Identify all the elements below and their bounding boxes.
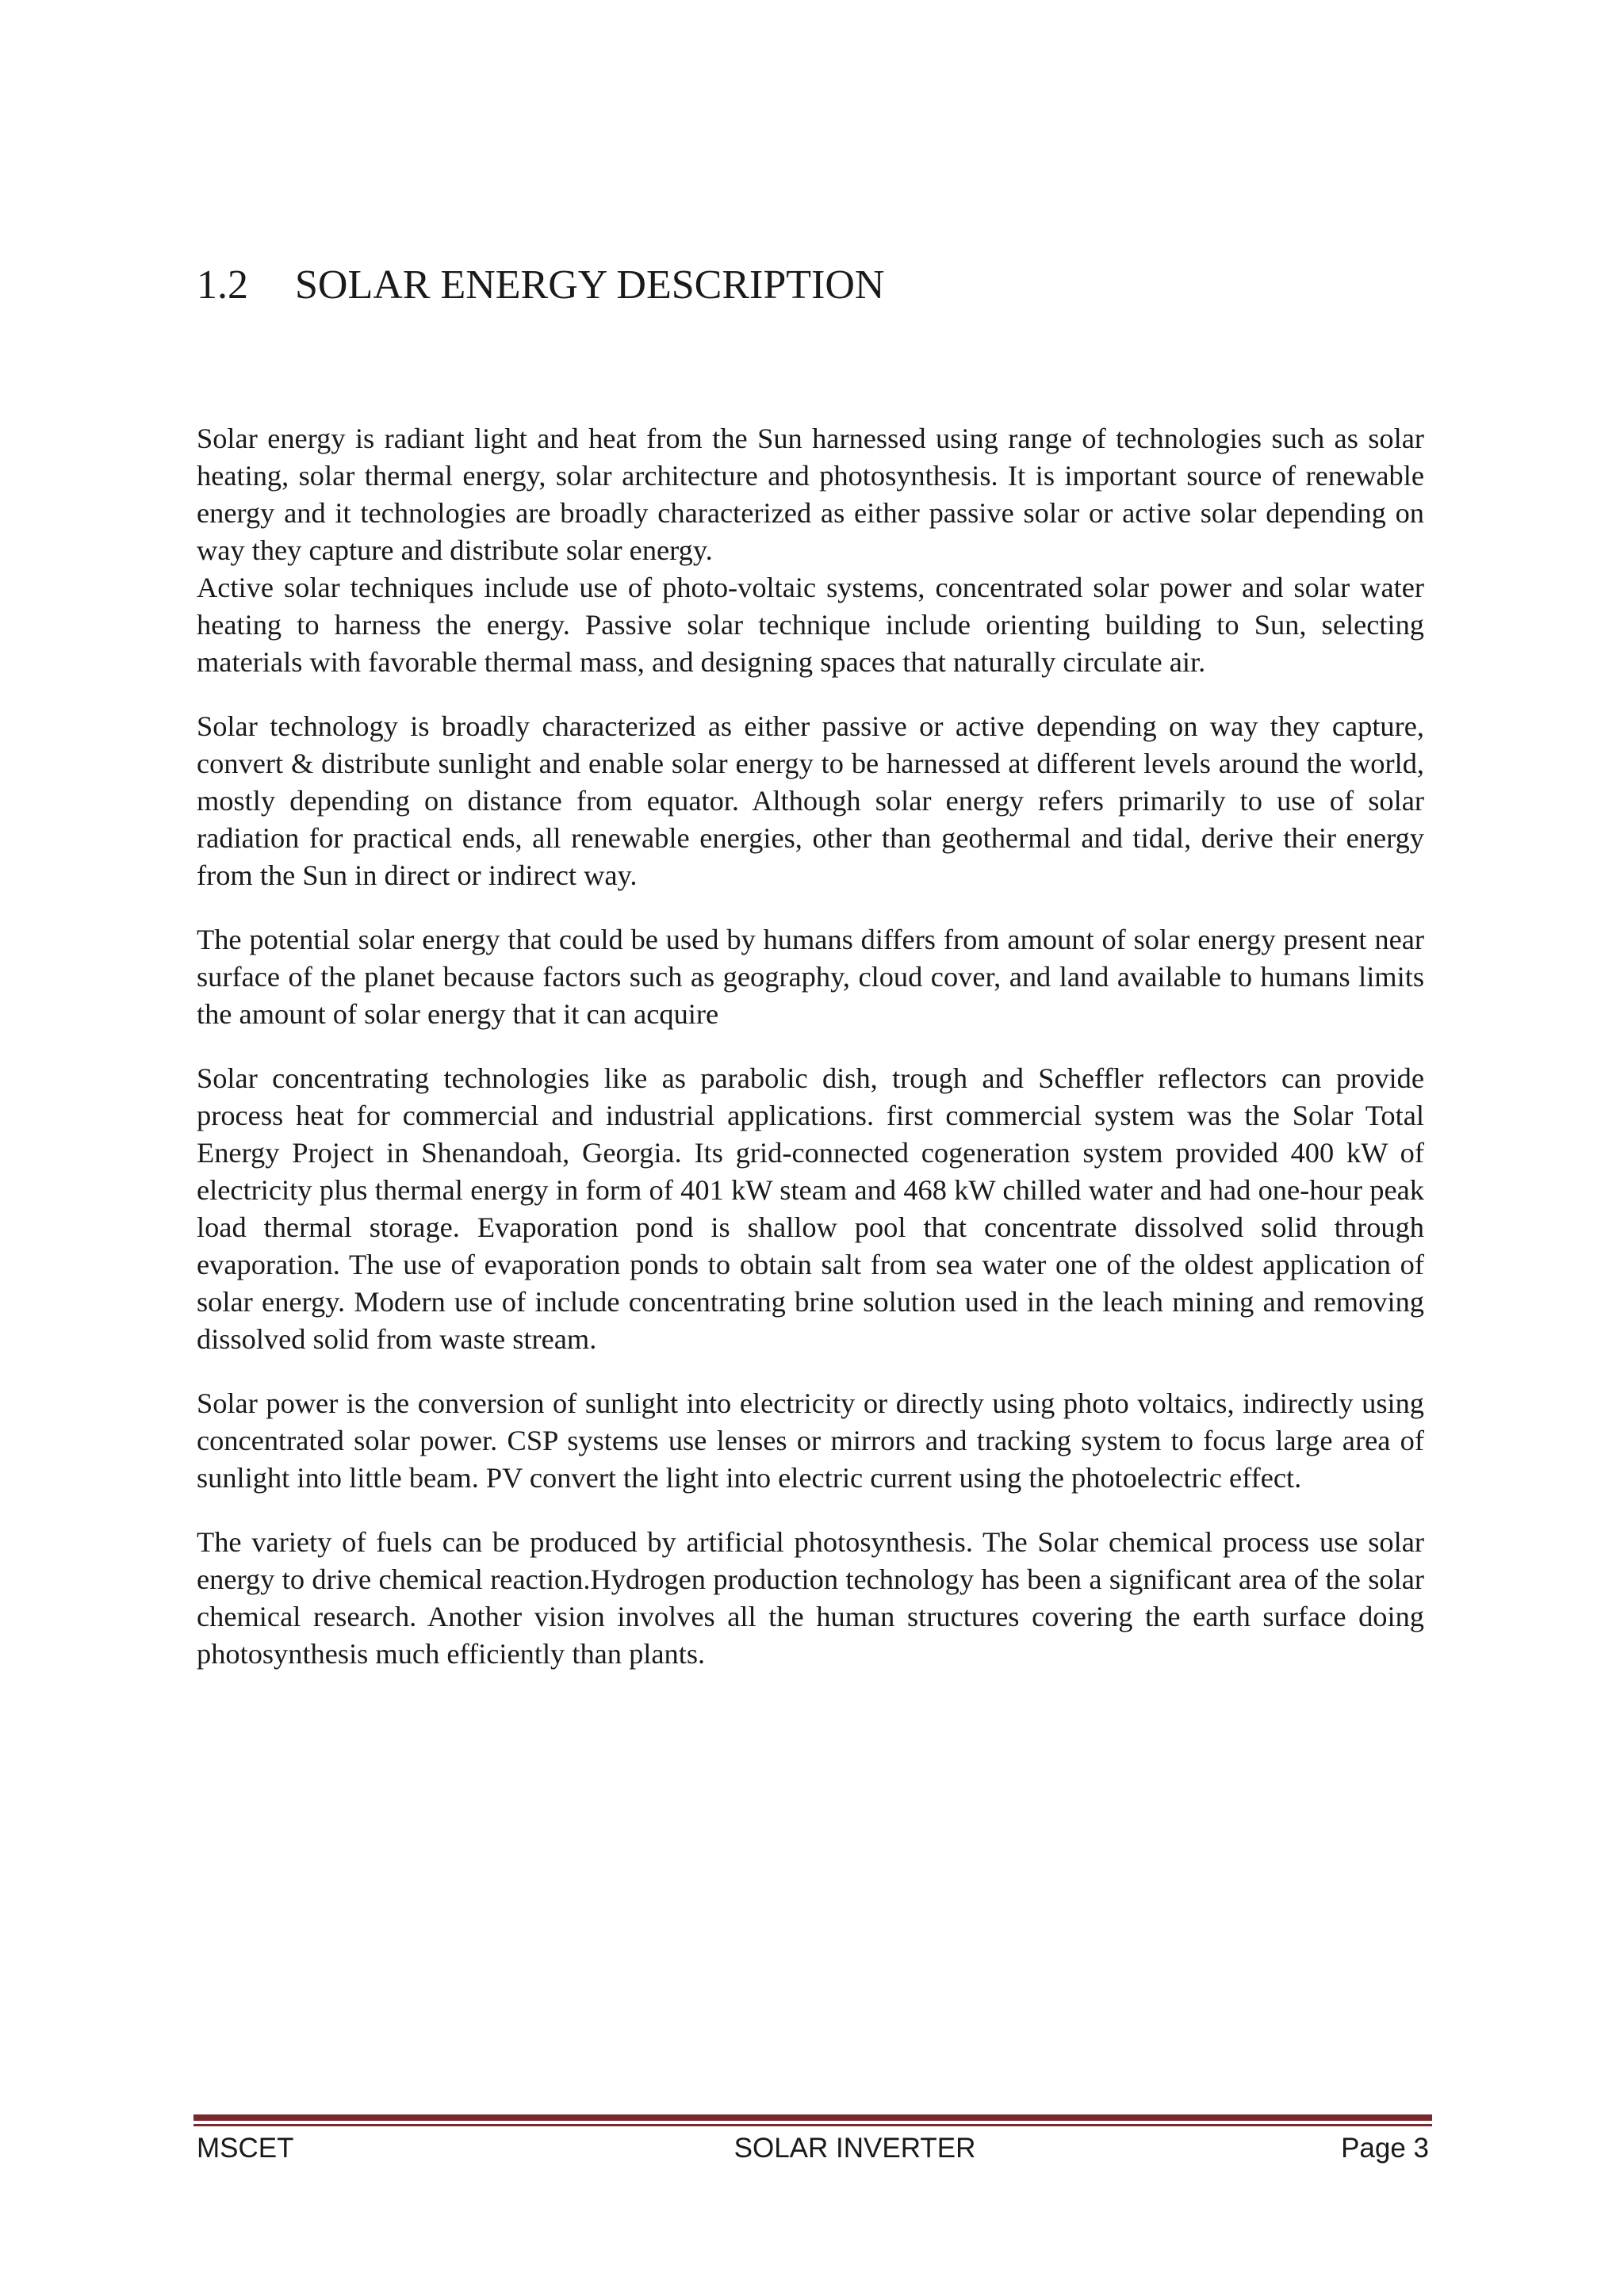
paragraph: The potential solar energy that could be used by humans differs from amount of solar energy present near surface of the planet because factors such as geography, cloud cover, and land available to humans limits the amount of solar energy that it can acquire: [197, 924, 1424, 1030]
paragraph: Solar power is the conversion of sunlight into electricity or directly using photo voltaics, indirectly using concentrated solar power. CSP systems use lenses or mirrors and tracking system to focus large area of sunlight into little beam. PV convert the light into electric current using the photoelectric effect.: [197, 1387, 1424, 1494]
section-heading: [197, 262, 884, 308]
paragraph: Solar technology is broadly characterized as either passive or active depending on way they capture, convert & distribute sunlight and enable solar energy to be harnessed at different levels around the world, mostly depending on distance from equator. Although solar energy refers primarily to use of solar radiation for practical ends, all renewable energies, other than geothermal and tidal, derive their energy from the Sun in direct or indirect way.: [197, 710, 1424, 891]
paragraph: Active solar techniques include use of photo-voltaic systems, concentrated solar power and solar water heating to harness the energy. Passive solar technique include orienting building to Sun, selecting materials with favorable thermal mass, and designing spaces that naturally circulate air.: [197, 572, 1424, 678]
section-title: SOLAR ENERGY DESCRIPTION: [295, 262, 885, 308]
footer-rule-thin: [193, 2124, 1432, 2126]
paragraph: Solar energy is radiant light and heat from the Sun harnessed using range of technologies such as solar heating, solar thermal energy, solar architecture and photosynthesis. It is important source of renewable energy and it technologies are broadly characterized as either passive solar or active solar depending on way they capture and distribute solar energy.: [197, 423, 1424, 566]
footer-page-number: Page 3: [1341, 2133, 1429, 2164]
paragraph: The variety of fuels can be produced by artificial photosynthesis. The Solar chemical process use solar energy to drive chemical reaction.Hydrogen production technology has been a significant area of the solar chemical research. Another vision involves all the human structures covering the earth surface doing photosynthesis much efficiently than plants.: [197, 1526, 1424, 1670]
footer-institution: MSCET: [197, 2133, 294, 2164]
page-footer: [197, 2133, 1429, 2172]
footer-document-title: SOLAR INVERTER: [733, 2133, 976, 2164]
paragraph: Solar concentrating technologies like as parabolic dish, trough and Scheffler reflectors can provide process heat for commercial and industrial applications. first commercial system was the Solar Total Energy Project in Shenandoah, Georgia. Its grid-connected cogeneration system provided 400 kW of electricity plus thermal energy in form of 401 kW steam and 468 kW chilled water and had one-hour peak load thermal storage. Evaporation pond is shallow pool that concentrate dissolved solid through evaporation. The use of evaporation ponds to obtain salt from sea water one of the oldest application of solar energy. Modern use of include concentrating brine solution used in the leach mining and removing dissolved solid from waste stream.: [197, 1062, 1424, 1355]
body-text: [197, 420, 1424, 1700]
section-number: 1.2: [197, 262, 248, 308]
footer-rule-thick: [193, 2114, 1432, 2121]
